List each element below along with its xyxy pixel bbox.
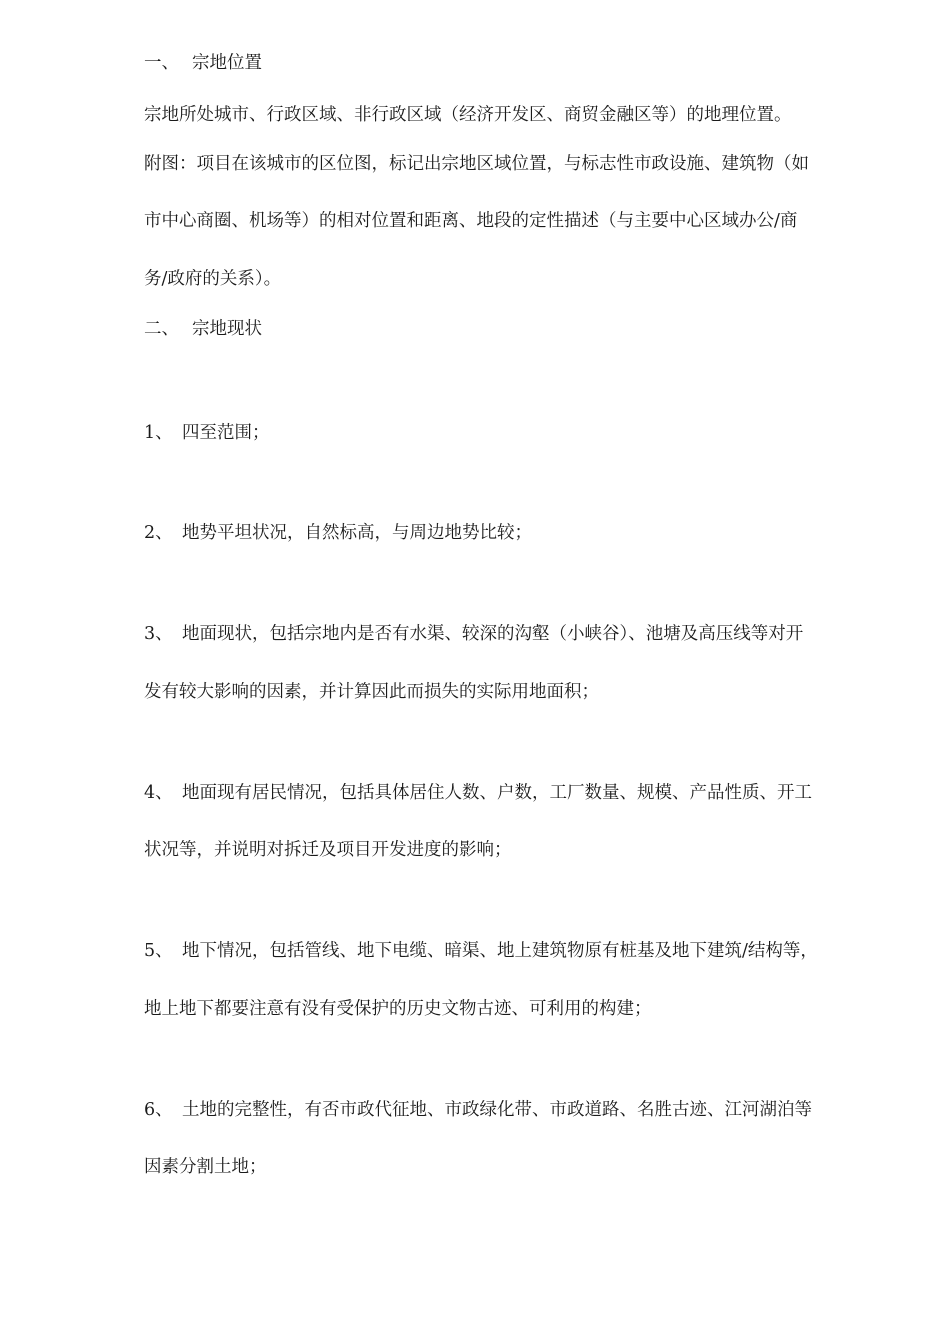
list-item-5	[144, 939, 818, 963]
section-1-heading	[144, 51, 262, 75]
list-item-2	[144, 521, 532, 545]
list-item-number: 3、	[144, 624, 173, 644]
list-item-text: 四至范围；	[182, 423, 270, 443]
section-2-title: 宗地现状	[192, 319, 262, 339]
section-1-paragraph-1: 宗地所处城市、行政区域、非行政区域（经济开发区、商贸金融区等）的地理位置。	[144, 105, 792, 125]
list-item-text: 土地的完整性，有否市政代征地、市政绿化带、市政道路、名胜古迹、江河湖泊等	[182, 1100, 812, 1120]
section-1-paragraph-2-line-1: 附图：项目在该城市的区位图，标记出宗地区域位置，与标志性市政设施、建筑物（如	[144, 154, 809, 174]
list-item-6	[144, 1098, 812, 1122]
list-item-3	[144, 622, 803, 646]
section-2-marker: 二、	[144, 319, 179, 339]
list-item-5-continuation: 地上地下都要注意有没有受保护的历史文物古迹、可利用的构建；	[144, 999, 652, 1019]
section-1-marker: 一、	[144, 53, 179, 73]
list-item-text: 地面现状，包括宗地内是否有水渠、较深的沟壑（小峡谷）、池塘及高压线等对开	[182, 624, 804, 644]
section-1-paragraph-2-line-3: 务/政府的关系）。	[144, 269, 282, 289]
section-2-heading	[144, 317, 262, 341]
section-1-title: 宗地位置	[192, 53, 262, 73]
list-item-number: 5、	[144, 941, 173, 961]
list-item-1	[144, 421, 270, 445]
list-item-text: 地下情况，包括管线、地下电缆、暗渠、地上建筑物原有桩基及地下建筑/结构等，	[182, 941, 818, 961]
list-item-number: 4、	[144, 783, 173, 803]
list-item-number: 6、	[144, 1100, 173, 1120]
list-item-3-continuation: 发有较大影响的因素，并计算因此而损失的实际用地面积；	[144, 682, 599, 702]
list-item-number: 1、	[144, 423, 173, 443]
list-item-text: 地势平坦状况，自然标高，与周边地势比较；	[182, 523, 532, 543]
list-item-6-continuation: 因素分割土地；	[144, 1157, 267, 1177]
list-item-text: 地面现有居民情况，包括具体居住人数、户数，工厂数量、规模、产品性质、开工	[182, 783, 812, 803]
list-item-4	[144, 781, 812, 805]
list-item-4-continuation: 状况等，并说明对拆迁及项目开发进度的影响；	[144, 840, 512, 860]
list-item-number: 2、	[144, 523, 173, 543]
section-1-paragraph-2-line-2: 市中心商圈、机场等）的相对位置和距离、地段的定性描述（与主要中心区域办公/商	[144, 211, 798, 231]
